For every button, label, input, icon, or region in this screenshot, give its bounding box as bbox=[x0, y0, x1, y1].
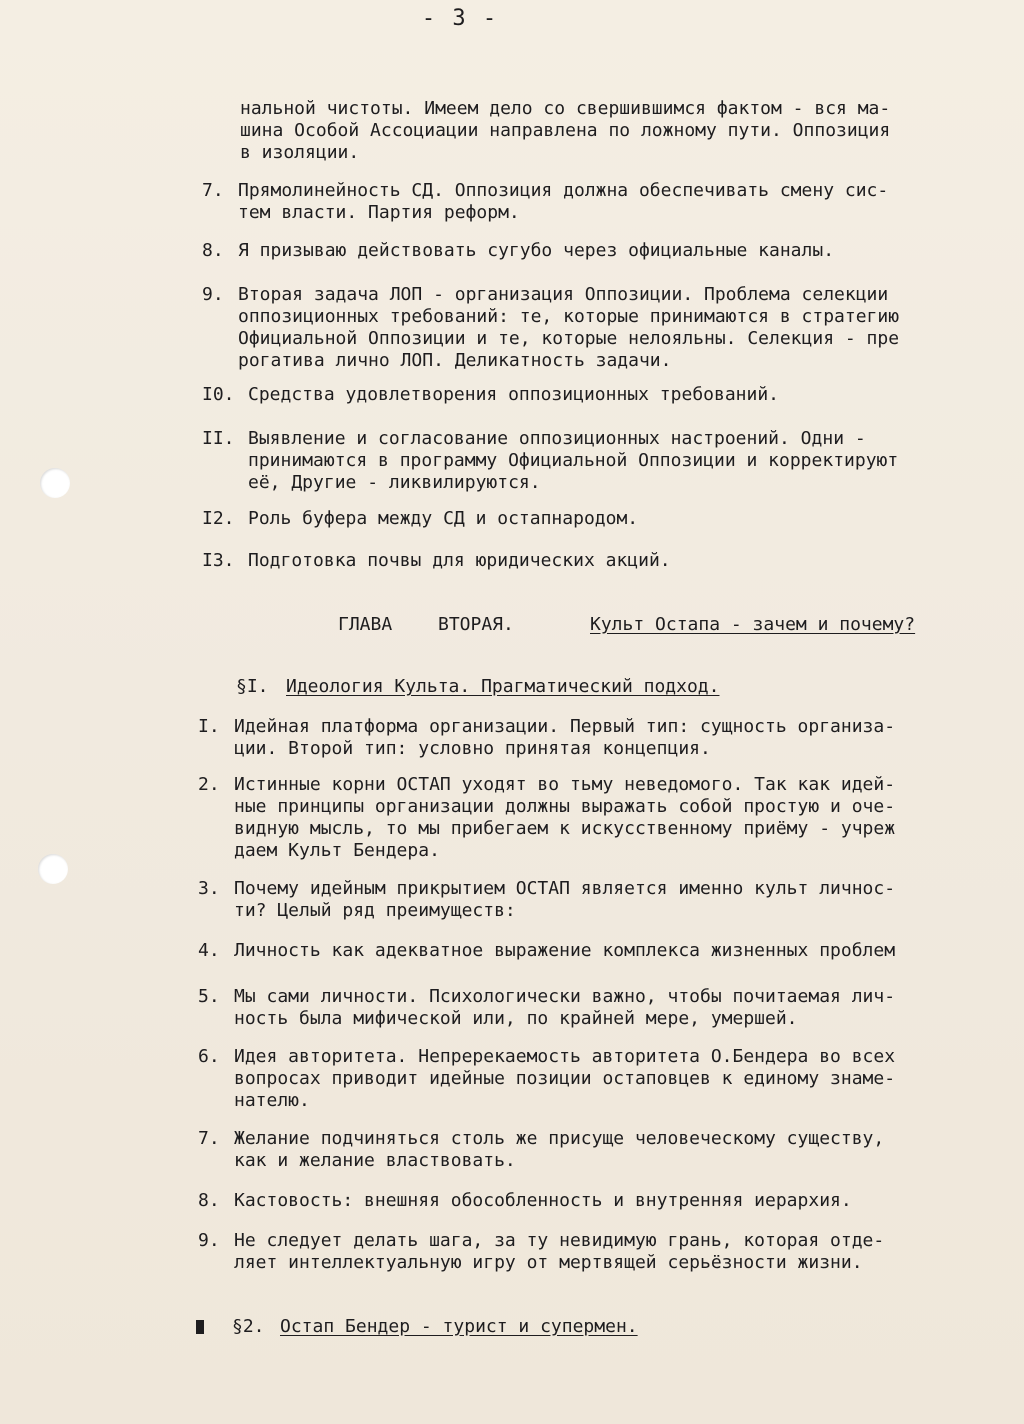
item-text: Идейная платформа организации. Первый тип: сущность организа- ции. Второй тип: условно принятая концепция. bbox=[234, 716, 896, 759]
item-number: I0. bbox=[202, 384, 235, 405]
item-text: Вторая задача ЛОП - организация Оппозиции. Проблема селекции оппозиционных требований: те, которые принимаются в стратегию Официальной Оппозиции и те, которые нелояльны. Селекция - пре рогатива лично ЛОП. Деликатность задачи. bbox=[238, 284, 900, 371]
page-number: - 3 - bbox=[421, 6, 499, 31]
item-text: Выявление и согласование оппозиционных настроений. Одни - принимаются в программу Официальной Оппозиции и корректируют её, Другие - ликвилируются. bbox=[248, 428, 899, 493]
item-text: Прямолинейность СД. Оппозиция должна обеспечивать смену сис- тем власти. Партия реформ. bbox=[238, 180, 889, 223]
item-text: Мы сами личности. Психологически важно, чтобы почитаемая лич- ность была мифической или, по крайней мере, умершей. bbox=[234, 986, 896, 1029]
item-text: Идея авторитета. Непререкаемость авторитета О.Бендера во всех вопросах приводит идейные позиции остаповцев к единому знаме- нателю. bbox=[234, 1046, 896, 1111]
item-number: 7. bbox=[198, 1128, 220, 1149]
punch-hole-upper bbox=[40, 468, 70, 498]
item-number: 9. bbox=[202, 284, 224, 305]
ink-mark bbox=[196, 1320, 204, 1334]
chapter-label: ГЛАВА bbox=[338, 614, 393, 635]
item-text: Не следует делать шага, за ту невидимую грань, которая отде- ляет интеллектуальную игру от мертвящей серьёзности жизни. bbox=[234, 1230, 885, 1273]
item-text: Роль буфера между СД и остапнародом. bbox=[248, 508, 639, 529]
section-number: §2. bbox=[232, 1316, 265, 1337]
chapter-title: Культ Остапа - зачем и почему? bbox=[590, 614, 916, 635]
item-text: Я призываю действовать сугубо через официальные каналы. bbox=[238, 240, 835, 261]
item-text: Подготовка почвы для юридических акций. bbox=[248, 550, 671, 571]
item-number: II. bbox=[202, 428, 235, 449]
item-number: 5. bbox=[198, 986, 220, 1007]
punch-hole-lower bbox=[38, 854, 68, 884]
item-number: 4. bbox=[198, 940, 220, 961]
item-number: 9. bbox=[198, 1230, 220, 1251]
chapter-number: ВТОРАЯ. bbox=[438, 614, 514, 635]
section-number: §I. bbox=[236, 676, 269, 697]
item-number: 8. bbox=[198, 1190, 220, 1211]
item-text: Средства удовлетворения оппозиционных требований. bbox=[248, 384, 780, 405]
item-number: 6. bbox=[198, 1046, 220, 1067]
item-number: 7. bbox=[202, 180, 224, 201]
item-text: Истинные корни ОСТАП уходят во тьму неведомого. Так как идей- ные принципы организации должны выражать собой простую и оче- видную мысль, то мы прибегаем к искусственному приёму - учреж даем Культ Бендера. bbox=[234, 774, 896, 861]
section-title: Остап Бендер - турист и супермен. bbox=[280, 1316, 638, 1337]
item-text: Желание подчиняться столь же присуще человеческому существу, как и желание властвовать. bbox=[234, 1128, 885, 1171]
item-number: I2. bbox=[202, 508, 235, 529]
item-text: Почему идейным прикрытием ОСТАП является именно культ личнос- ти? Целый ряд преимуществ: bbox=[234, 878, 896, 921]
item-number: I3. bbox=[202, 550, 235, 571]
item-text: Личность как адекватное выражение комплекса жизненных проблем bbox=[234, 940, 896, 961]
continuation-paragraph: нальной чистоты. Имеем дело со свершившимся фактом - вся ма- шина Особой Ассоциации направлена по ложному пути. Оппозиция в изоляции. bbox=[240, 98, 891, 163]
item-number: I. bbox=[198, 716, 220, 737]
item-number: 2. bbox=[198, 774, 220, 795]
item-number: 8. bbox=[202, 240, 224, 261]
section-title: Идеология Культа. Прагматический подход. bbox=[286, 676, 720, 697]
item-text: Кастовость: внешняя обособленность и внутренняя иерархия. bbox=[234, 1190, 852, 1211]
item-number: 3. bbox=[198, 878, 220, 899]
